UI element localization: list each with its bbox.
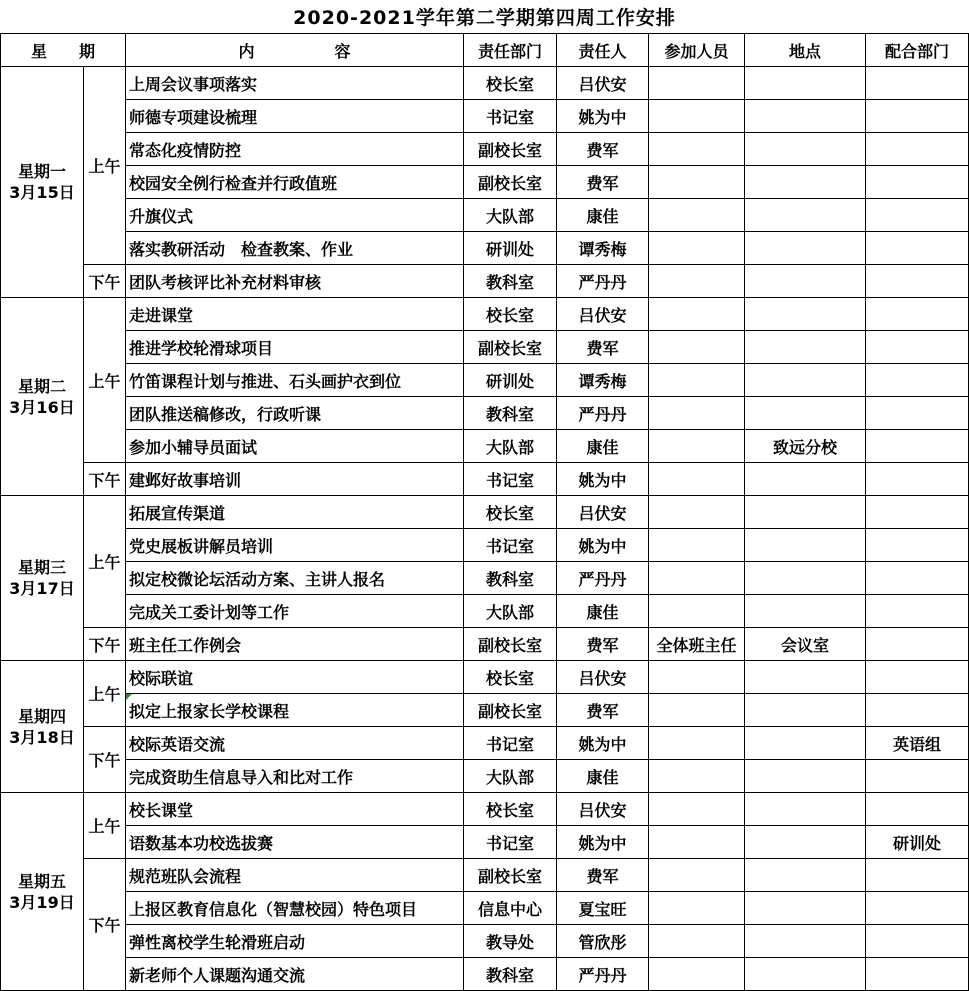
participants-cell bbox=[649, 859, 745, 892]
date-label: 3月17日 bbox=[9, 579, 75, 598]
weekday-label: 星期三 bbox=[17, 558, 66, 577]
table-row bbox=[1, 232, 969, 265]
location-cell bbox=[745, 859, 866, 892]
participants-cell bbox=[649, 760, 745, 793]
period-cell: 上午 bbox=[84, 298, 126, 463]
table-row bbox=[1, 331, 969, 364]
day-cell bbox=[1, 298, 84, 496]
cooperate-cell bbox=[866, 694, 969, 727]
day-cell bbox=[1, 793, 84, 991]
location-cell bbox=[745, 133, 866, 166]
table-row bbox=[1, 727, 969, 760]
comment-marker-icon bbox=[126, 694, 132, 700]
content-cell: 校长课堂 bbox=[126, 793, 464, 826]
dept-cell: 大队部 bbox=[464, 199, 557, 232]
person-cell: 管欣彤 bbox=[557, 925, 649, 958]
date-label: 3月15日 bbox=[9, 183, 75, 202]
cooperate-cell bbox=[866, 793, 969, 826]
person-cell: 严丹丹 bbox=[557, 265, 649, 298]
cooperate-cell bbox=[866, 628, 969, 661]
table-row bbox=[1, 100, 969, 133]
dept-cell: 副校长室 bbox=[464, 331, 557, 364]
period-cell: 下午 bbox=[84, 265, 126, 298]
content-cell: 上周会议事项落实 bbox=[126, 67, 464, 100]
table-row bbox=[1, 826, 969, 859]
content-text: 拟定上报家长学校课程 bbox=[129, 701, 290, 721]
location-cell bbox=[745, 232, 866, 265]
participants-cell bbox=[649, 100, 745, 133]
person-cell: 吕伏安 bbox=[557, 793, 649, 826]
location-cell bbox=[745, 793, 866, 826]
person-cell: 吕伏安 bbox=[557, 496, 649, 529]
day-cell bbox=[1, 67, 84, 298]
person-cell: 费军 bbox=[557, 628, 649, 661]
content-cell: 上报区教育信息化（智慧校园）特色项目 bbox=[126, 892, 464, 925]
location-cell bbox=[745, 760, 866, 793]
location-cell bbox=[745, 892, 866, 925]
cooperate-cell bbox=[866, 133, 969, 166]
location-cell bbox=[745, 694, 866, 727]
participants-cell bbox=[649, 298, 745, 331]
dept-cell: 书记室 bbox=[464, 463, 557, 496]
participants-cell: 全体班主任 bbox=[649, 628, 745, 661]
dept-cell: 教导处 bbox=[464, 925, 557, 958]
cooperate-cell bbox=[866, 265, 969, 298]
table-row bbox=[1, 793, 969, 826]
table-row bbox=[1, 628, 969, 661]
location-cell bbox=[745, 199, 866, 232]
person-cell: 吕伏安 bbox=[557, 298, 649, 331]
content-cell: 弹性离校学生轮滑班启动 bbox=[126, 925, 464, 958]
cooperate-cell bbox=[866, 562, 969, 595]
table-row bbox=[1, 166, 969, 199]
person-cell: 严丹丹 bbox=[557, 958, 649, 991]
dept-cell: 教科室 bbox=[464, 562, 557, 595]
dept-cell: 教科室 bbox=[464, 958, 557, 991]
participants-cell bbox=[649, 826, 745, 859]
page-title: 2020-2021学年第二学期第四周工作安排 bbox=[293, 7, 676, 29]
content-cell: 竹笛课程计划与推进、石头画护衣到位 bbox=[126, 364, 464, 397]
location-cell: 致远分校 bbox=[745, 430, 866, 463]
dept-cell: 副校长室 bbox=[464, 133, 557, 166]
dept-cell: 书记室 bbox=[464, 826, 557, 859]
dept-cell: 书记室 bbox=[464, 727, 557, 760]
person-cell: 吕伏安 bbox=[557, 661, 649, 694]
participants-cell bbox=[649, 265, 745, 298]
table-row bbox=[1, 529, 969, 562]
dept-cell: 书记室 bbox=[464, 529, 557, 562]
location-cell bbox=[745, 67, 866, 100]
cooperate-cell bbox=[866, 529, 969, 562]
period-cell: 上午 bbox=[84, 496, 126, 628]
header-content: 内 容 bbox=[126, 34, 464, 67]
cooperate-cell: 英语组 bbox=[866, 727, 969, 760]
content-cell: 班主任工作例会 bbox=[126, 628, 464, 661]
location-cell bbox=[745, 364, 866, 397]
dept-cell: 副校长室 bbox=[464, 166, 557, 199]
content-cell: 规范班队会流程 bbox=[126, 859, 464, 892]
content-cell: 党史展板讲解员培训 bbox=[126, 529, 464, 562]
cooperate-cell bbox=[866, 364, 969, 397]
schedule-table bbox=[0, 33, 969, 991]
table-row bbox=[1, 760, 969, 793]
period-cell: 下午 bbox=[84, 628, 126, 661]
dept-cell: 大队部 bbox=[464, 430, 557, 463]
dept-cell: 书记室 bbox=[464, 100, 557, 133]
date-label: 3月19日 bbox=[9, 892, 75, 912]
content-cell: 团队考核评比补充材料审核 bbox=[126, 265, 464, 298]
header-location: 地点 bbox=[745, 34, 866, 67]
cooperate-cell bbox=[866, 298, 969, 331]
dept-cell: 副校长室 bbox=[464, 859, 557, 892]
day-cell bbox=[1, 496, 84, 661]
participants-cell bbox=[649, 397, 745, 430]
dept-cell: 教科室 bbox=[464, 265, 557, 298]
location-cell bbox=[745, 661, 866, 694]
table-row bbox=[1, 496, 969, 529]
location-cell bbox=[745, 496, 866, 529]
person-cell: 费军 bbox=[557, 331, 649, 364]
cooperate-cell bbox=[866, 958, 969, 991]
date-label: 3月18日 bbox=[9, 727, 75, 747]
participants-cell bbox=[649, 133, 745, 166]
content-cell: 校园安全例行检查并行政值班 bbox=[126, 166, 464, 199]
table-row bbox=[1, 562, 969, 595]
participants-cell bbox=[649, 166, 745, 199]
dept-cell: 研训处 bbox=[464, 232, 557, 265]
weekday-label: 星期一 bbox=[17, 162, 66, 181]
person-cell: 姚为中 bbox=[557, 100, 649, 133]
cooperate-cell bbox=[866, 496, 969, 529]
person-cell: 康佳 bbox=[557, 430, 649, 463]
location-cell bbox=[745, 298, 866, 331]
header-dept: 责任部门 bbox=[464, 34, 557, 67]
content-cell: 推进学校轮滑球项目 bbox=[126, 331, 464, 364]
person-cell: 康佳 bbox=[557, 760, 649, 793]
location-cell bbox=[745, 331, 866, 364]
cooperate-cell bbox=[866, 925, 969, 958]
cooperate-cell bbox=[866, 166, 969, 199]
table-row bbox=[1, 925, 969, 958]
cooperate-cell bbox=[866, 760, 969, 793]
header-row bbox=[1, 34, 969, 67]
table-row bbox=[1, 463, 969, 496]
header-day: 星 期 bbox=[1, 34, 126, 67]
person-cell: 姚为中 bbox=[557, 727, 649, 760]
participants-cell bbox=[649, 694, 745, 727]
cooperate-cell bbox=[866, 463, 969, 496]
person-cell: 康佳 bbox=[557, 595, 649, 628]
location-cell bbox=[745, 100, 866, 133]
person-cell: 费军 bbox=[557, 694, 649, 727]
weekday-label: 星期二 bbox=[17, 376, 66, 396]
location-cell bbox=[745, 529, 866, 562]
participants-cell bbox=[649, 727, 745, 760]
period-cell: 下午 bbox=[84, 727, 126, 793]
participants-cell bbox=[649, 661, 745, 694]
cooperate-cell bbox=[866, 199, 969, 232]
participants-cell bbox=[649, 529, 745, 562]
date-label: 3月16日 bbox=[9, 397, 75, 417]
dept-cell: 校长室 bbox=[464, 298, 557, 331]
table-row bbox=[1, 958, 969, 991]
participants-cell bbox=[649, 925, 745, 958]
period-cell: 上午 bbox=[84, 67, 126, 265]
cooperate-cell bbox=[866, 232, 969, 265]
dept-cell: 副校长室 bbox=[464, 694, 557, 727]
period-cell: 下午 bbox=[84, 859, 126, 991]
cooperate-cell bbox=[866, 67, 969, 100]
cooperate-cell bbox=[866, 331, 969, 364]
dept-cell: 校长室 bbox=[464, 67, 557, 100]
participants-cell bbox=[649, 199, 745, 232]
table-row bbox=[1, 694, 969, 727]
location-cell bbox=[745, 595, 866, 628]
table-row bbox=[1, 298, 969, 331]
location-cell bbox=[745, 727, 866, 760]
dept-cell: 大队部 bbox=[464, 760, 557, 793]
participants-cell bbox=[649, 496, 745, 529]
dept-cell: 校长室 bbox=[464, 661, 557, 694]
table-row bbox=[1, 199, 969, 232]
person-cell: 姚为中 bbox=[557, 826, 649, 859]
cooperate-cell bbox=[866, 430, 969, 463]
participants-cell bbox=[649, 364, 745, 397]
header-cooperate: 配合部门 bbox=[866, 34, 969, 67]
person-cell: 谭秀梅 bbox=[557, 232, 649, 265]
period-cell: 上午 bbox=[84, 793, 126, 859]
participants-cell bbox=[649, 331, 745, 364]
content-cell: 校际英语交流 bbox=[126, 727, 464, 760]
table-row bbox=[1, 595, 969, 628]
period-cell: 下午 bbox=[84, 463, 126, 496]
location-cell bbox=[745, 166, 866, 199]
header-participants: 参加人员 bbox=[649, 34, 745, 67]
cooperate-cell bbox=[866, 661, 969, 694]
location-cell bbox=[745, 925, 866, 958]
content-cell bbox=[126, 694, 464, 727]
person-cell: 姚为中 bbox=[557, 529, 649, 562]
content-cell: 完成资助生信息导入和比对工作 bbox=[126, 760, 464, 793]
location-cell: 会议室 bbox=[745, 628, 866, 661]
content-cell: 落实教研活动 检查教案、作业 bbox=[126, 232, 464, 265]
person-cell: 谭秀梅 bbox=[557, 364, 649, 397]
person-cell: 姚为中 bbox=[557, 463, 649, 496]
content-cell: 新老师个人课题沟通交流 bbox=[126, 958, 464, 991]
content-cell: 团队推送稿修改，行政听课 bbox=[126, 397, 464, 430]
dept-cell: 信息中心 bbox=[464, 892, 557, 925]
person-cell: 严丹丹 bbox=[557, 397, 649, 430]
participants-cell bbox=[649, 67, 745, 100]
table-row bbox=[1, 859, 969, 892]
content-cell: 校际联谊 bbox=[126, 661, 464, 694]
location-cell bbox=[745, 265, 866, 298]
participants-cell bbox=[649, 562, 745, 595]
cooperate-cell bbox=[866, 100, 969, 133]
period-cell: 上午 bbox=[84, 661, 126, 727]
content-cell: 升旗仪式 bbox=[126, 199, 464, 232]
location-cell bbox=[745, 562, 866, 595]
cooperate-cell bbox=[866, 859, 969, 892]
dept-cell: 校长室 bbox=[464, 793, 557, 826]
participants-cell bbox=[649, 595, 745, 628]
participants-cell bbox=[649, 232, 745, 265]
dept-cell: 教科室 bbox=[464, 397, 557, 430]
content-cell: 建邺好故事培训 bbox=[126, 463, 464, 496]
location-cell bbox=[745, 463, 866, 496]
participants-cell bbox=[649, 892, 745, 925]
weekday-label: 星期五 bbox=[17, 871, 66, 891]
location-cell bbox=[745, 826, 866, 859]
dept-cell: 校长室 bbox=[464, 496, 557, 529]
person-cell: 康佳 bbox=[557, 199, 649, 232]
content-cell: 走进课堂 bbox=[126, 298, 464, 331]
table-row bbox=[1, 67, 969, 100]
person-cell: 吕伏安 bbox=[557, 67, 649, 100]
cooperate-cell bbox=[866, 595, 969, 628]
content-cell: 完成关工委计划等工作 bbox=[126, 595, 464, 628]
table-row bbox=[1, 661, 969, 694]
table-row bbox=[1, 892, 969, 925]
table-row bbox=[1, 265, 969, 298]
cooperate-cell: 研训处 bbox=[866, 826, 969, 859]
content-cell: 师德专项建设梳理 bbox=[126, 100, 464, 133]
participants-cell bbox=[649, 430, 745, 463]
content-cell: 语数基本功校选拔赛 bbox=[126, 826, 464, 859]
weekday-label: 星期四 bbox=[17, 706, 66, 726]
participants-cell bbox=[649, 958, 745, 991]
dept-cell: 副校长室 bbox=[464, 628, 557, 661]
location-cell bbox=[745, 958, 866, 991]
table-row bbox=[1, 397, 969, 430]
dept-cell: 研训处 bbox=[464, 364, 557, 397]
location-cell bbox=[745, 397, 866, 430]
cooperate-cell bbox=[866, 397, 969, 430]
person-cell: 费军 bbox=[557, 859, 649, 892]
person-cell: 夏宝旺 bbox=[557, 892, 649, 925]
table-row bbox=[1, 430, 969, 463]
header-person: 责任人 bbox=[557, 34, 649, 67]
participants-cell bbox=[649, 463, 745, 496]
table-row bbox=[1, 133, 969, 166]
day-cell bbox=[1, 661, 84, 793]
content-cell: 拓展宣传渠道 bbox=[126, 496, 464, 529]
table-row bbox=[1, 364, 969, 397]
cooperate-cell bbox=[866, 892, 969, 925]
person-cell: 严丹丹 bbox=[557, 562, 649, 595]
participants-cell bbox=[649, 793, 745, 826]
content-cell: 拟定校微论坛活动方案、主讲人报名 bbox=[126, 562, 464, 595]
dept-cell: 大队部 bbox=[464, 595, 557, 628]
content-cell: 参加小辅导员面试 bbox=[126, 430, 464, 463]
content-cell: 常态化疫情防控 bbox=[126, 133, 464, 166]
person-cell: 费军 bbox=[557, 166, 649, 199]
person-cell: 费军 bbox=[557, 133, 649, 166]
